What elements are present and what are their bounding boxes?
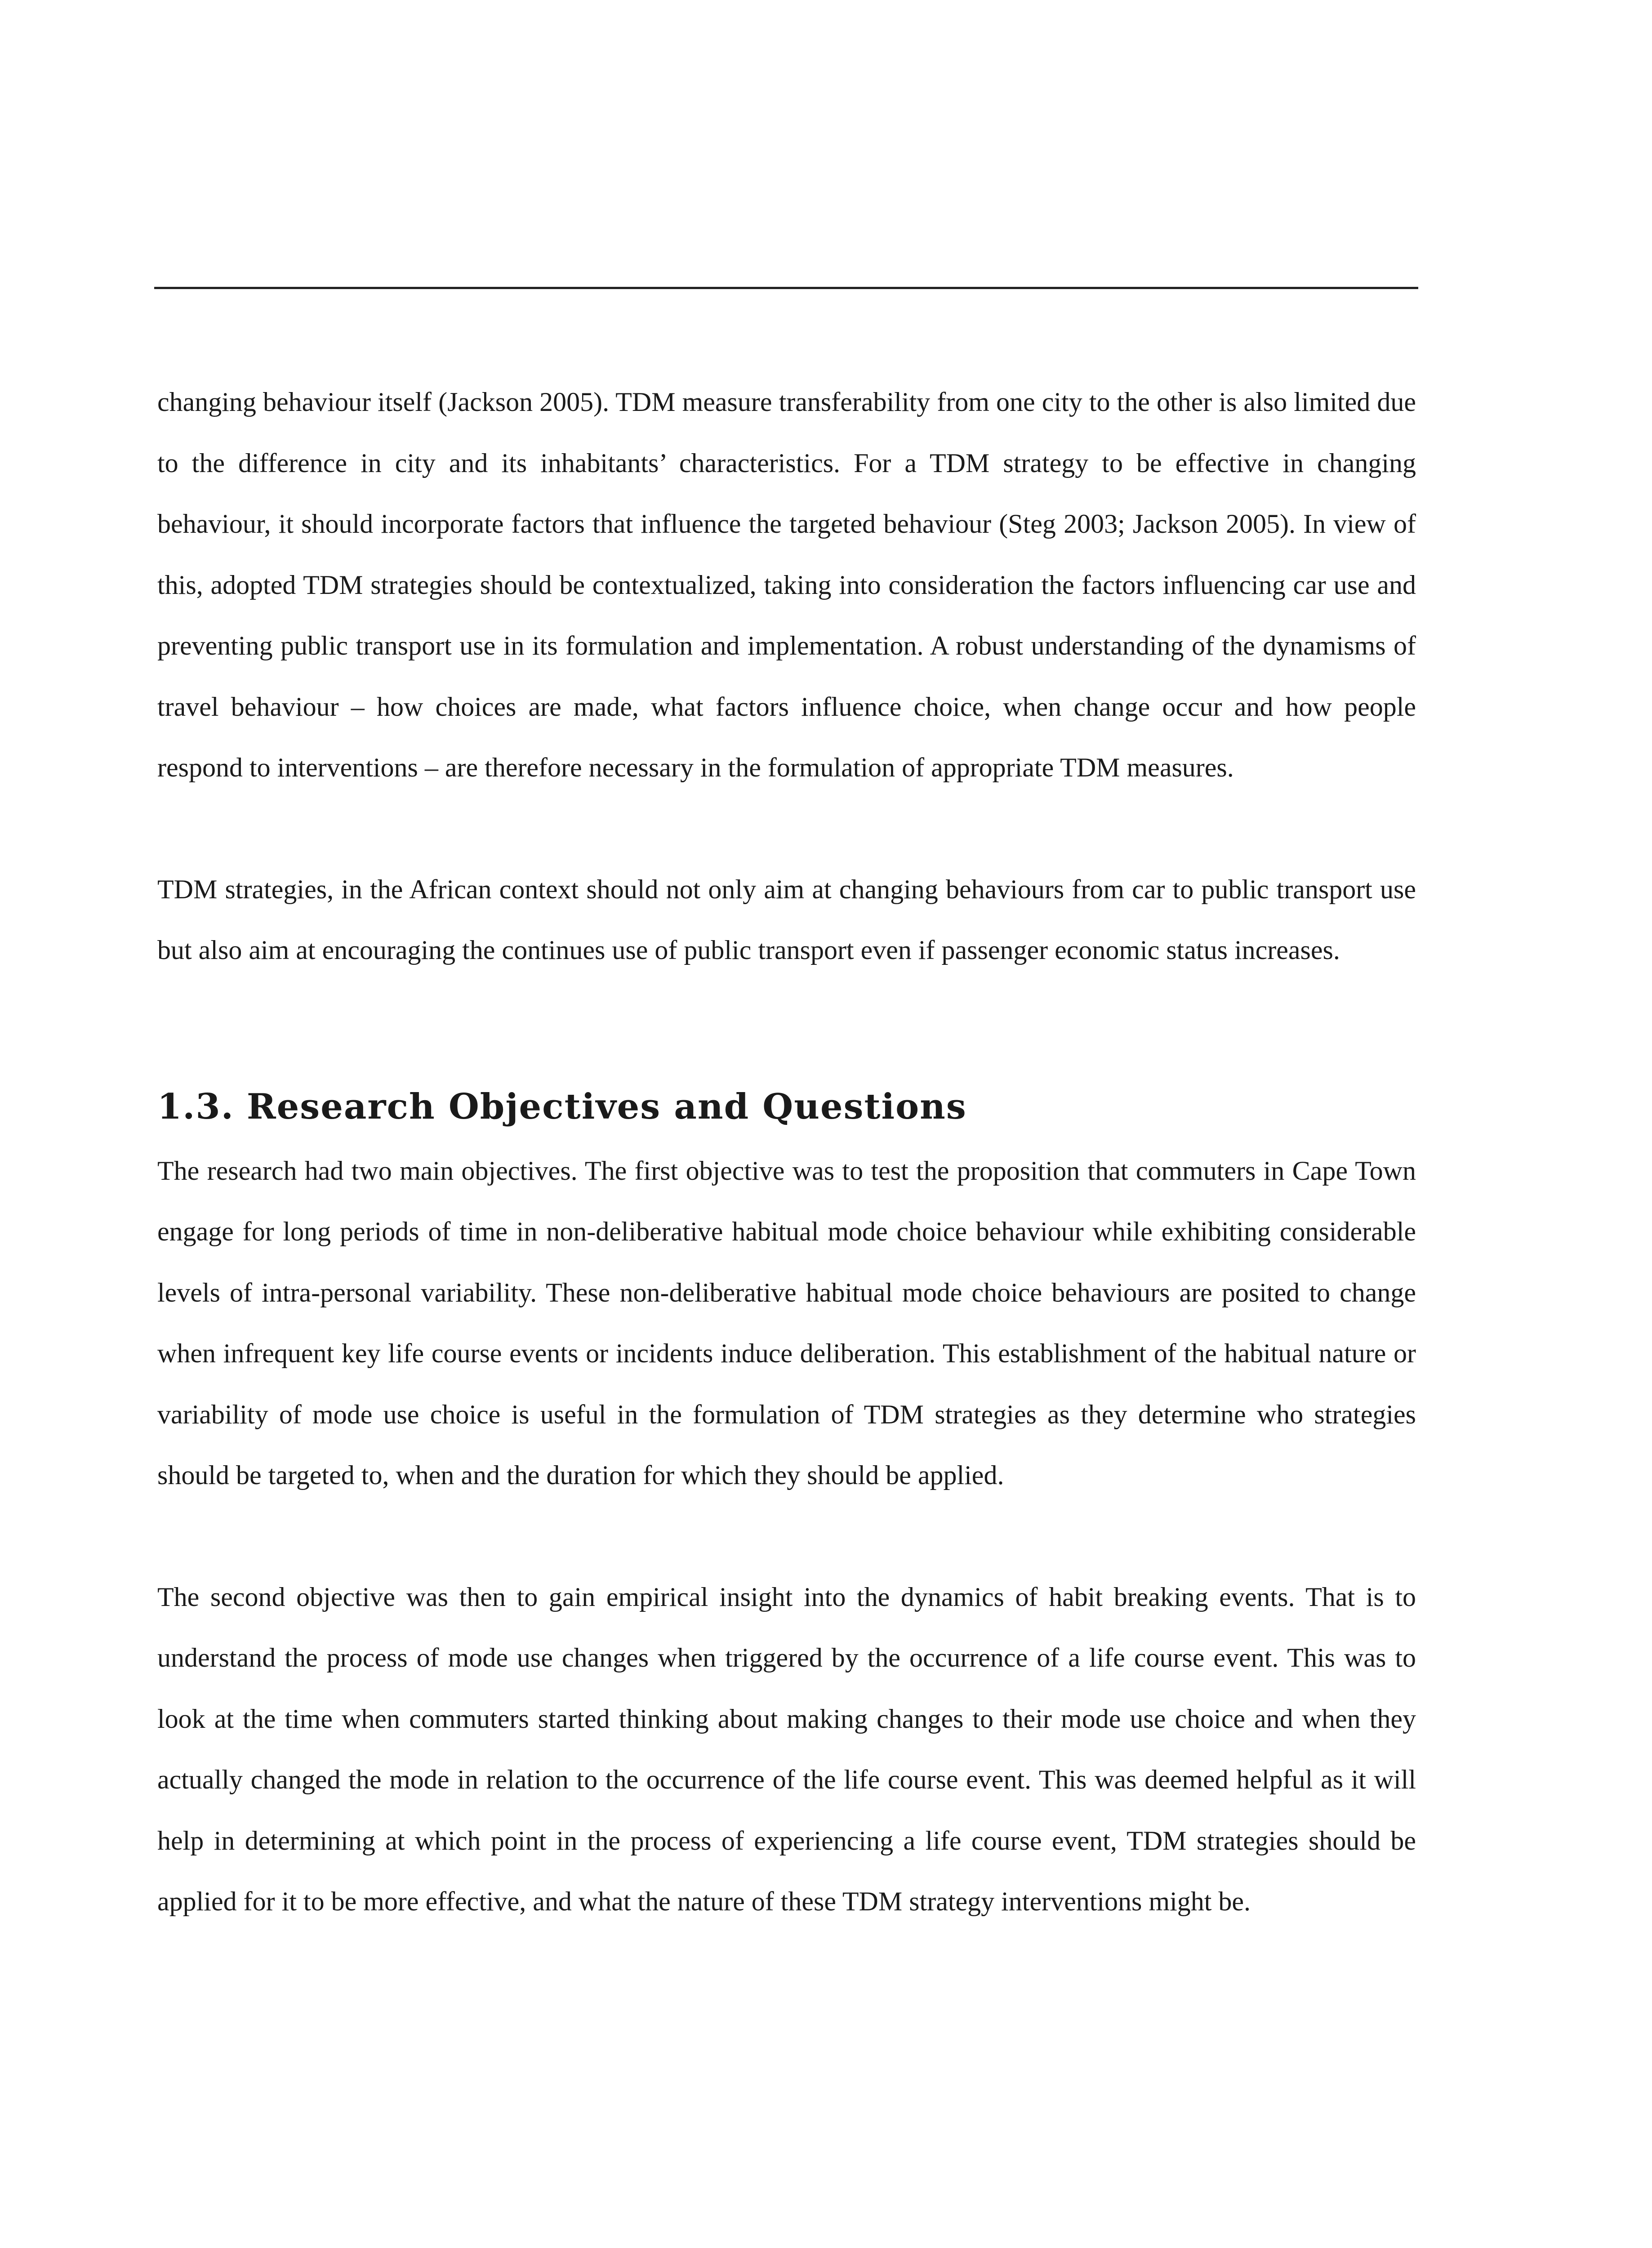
section-number: 1.3. — [157, 1086, 234, 1127]
paragraph-spacer — [157, 798, 1416, 859]
paragraph-tdm-african-context: TDM strategies, in the African context should not only aim at changing behaviours from car to public transport use but also aim at encouraging the continues use of public transport even if passenger economic status increases. — [157, 874, 1416, 965]
section-title: Research Objectives and Questions — [246, 1086, 967, 1127]
header-rule — [154, 287, 1418, 289]
page-body — [157, 372, 1416, 1932]
paragraph-spacer — [157, 981, 1416, 1042]
paragraph-first-objective: The research had two main objectives. The first objective was to test the proposition that commuters in Cape Town engage for long periods of time in non-deliberative habitual mode choice behaviour while exhibiting considerable levels of intra-personal variability. These non-deliberative habitual mode choice behaviours are posited to change when infrequent key life course events or incidents induce deliberation. This establishment of the habitual nature or variability of mode use choice is useful in the formulation of TDM strategies as they determine who strategies should be targeted to, when and the duration for which they should be applied. — [157, 1155, 1416, 1490]
paragraph-spacer — [157, 1506, 1416, 1567]
section-heading — [157, 1073, 1416, 1141]
paragraph-second-objective: The second objective was then to gain empirical insight into the dynamics of habit breaking events. That is to understand the process of mode use changes when triggered by the occurrence of a life course event. This was to look at the time when commuters started thinking about making changes to their mode use choice and when they actually changed the mode in relation to the occurrence of the life course event. This was deemed helpful as it will help in determining at which point in the process of experiencing a life course event, TDM strategies should be applied for it to be more effective, and what the nature of these TDM strategy interventions might be. — [157, 1582, 1416, 1916]
paragraph-tdm-behaviour: changing behaviour itself (Jackson 2005). TDM measure transferability from one city to the other is also limited due to the difference in city and its inhabitants’ characteristics. For a TDM strategy to be effective in changing behaviour, it should incorporate factors that influence the targeted behaviour (Steg 2003; Jackson 2005). In view of this, adopted TDM strategies should be contextualized, taking into consideration the factors influencing car use and preventing public transport use in its formulation and implementation. A robust understanding of the dynamisms of travel behaviour – how choices are made, what factors influence choice, when change occur and how people respond to interventions – are therefore necessary in the formulation of appropriate TDM measures. — [157, 387, 1416, 782]
section-spacer — [157, 1042, 1416, 1073]
